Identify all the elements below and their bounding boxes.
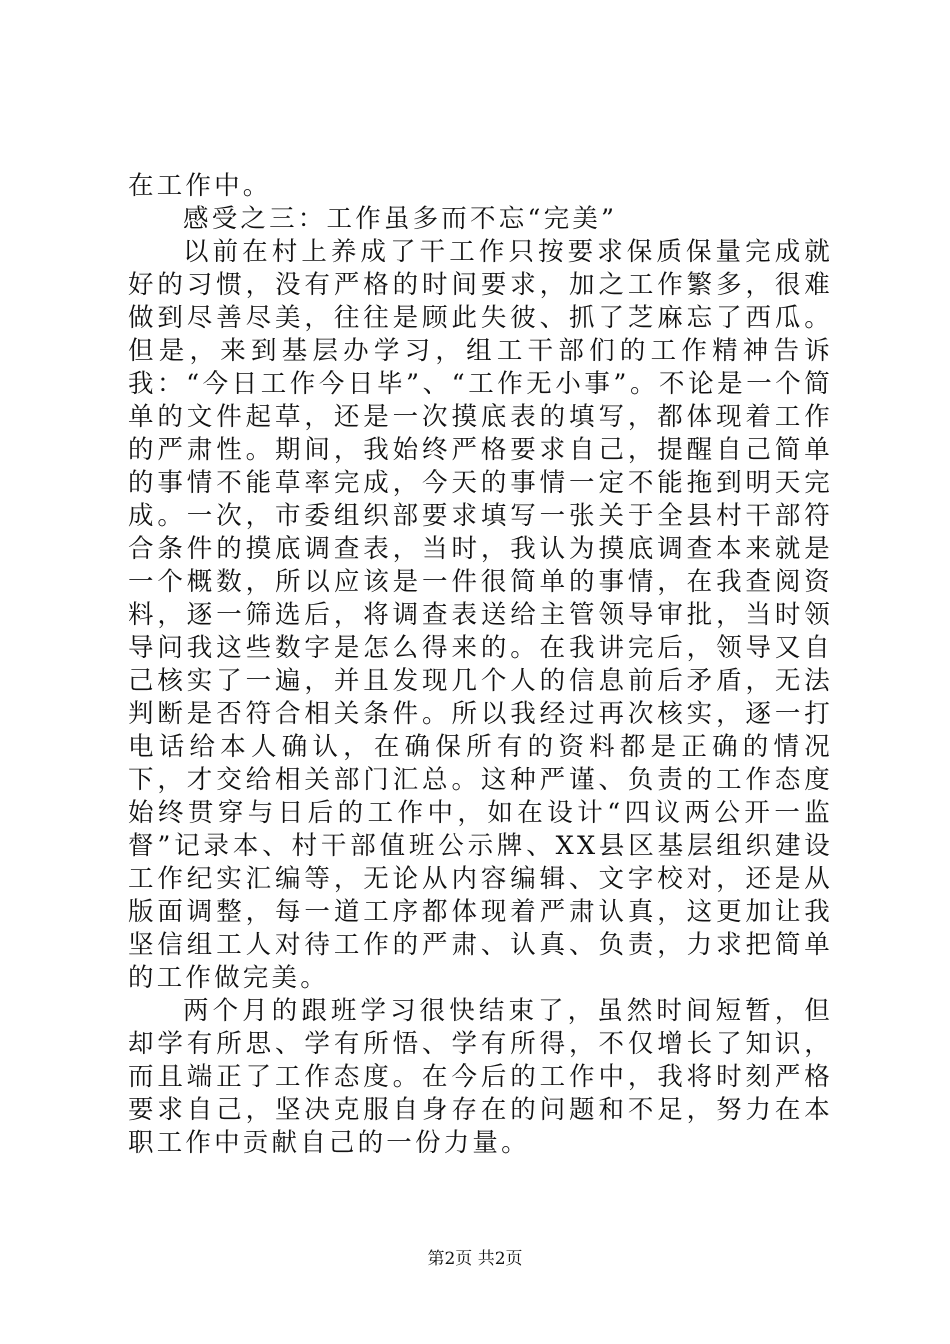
page-number-footer: 第2页 共2页 bbox=[427, 1249, 523, 1269]
paragraph-body: 以前在村上养成了干工作只按要求保质保量完成就好的习惯，没有严格的时间要求，加之工作繁多，很难做到尽善尽美，往往是顾此失彼、抓了芝麻忘了西瓜。但是，来到基层办学习，组工干部们的工作精神告诉我：“今日工作今日毕”、“工作无小事”。不论是一个简单的文件起草，还是一次摸底表的填写，都体现着工作的严肃性。期间，我始终严格要求自己，提醒自己简单的事情不能草率完成，今天的事情一定不能拖到明天完成。一次，市委组织部要求填写一张关于全县村干部符合条件的摸底调查表，当时，我认为摸底调查本来就是一个概数，所以应该是一件很简单的事情，在我查阅资料，逐一筛选后，将调查表送给主管领导审批，当时领导问我这些数字是怎么得来的。在我讲完后，领导又自己核实了一遍，并且发现几个人的信息前后矛盾，无法判断是否符合相关条件。所以我经过再次核实，逐一打电话给本人确认，在确保所有的资料都是正确的情况下，才交给相关部门汇总。这种严谨、负责的工作态度始终贯穿与日后的工作中，如在设计“四议两公开一监督”记录本、村干部值班公示牌、XX县区基层组织建设工作纪实汇编等，无论从内容编辑、文字校对，还是从版面调整，每一道工序都体现着严肃认真，这更加让我坚信组工人对待工作的严肃、认真、负责，力求把简单的工作做完美。 bbox=[128, 237, 833, 993]
paragraph-continuation: 在工作中。 bbox=[128, 171, 272, 201]
paragraph-conclusion: 两个月的跟班学习很快结束了，虽然时间短暂，但却学有所思、学有所悟、学有所得，不仅增长了知识，而且端正了工作态度。在今后的工作中，我将时刻严格要求自己，坚决克服自身存在的问题和不足，努力在本职工作中贡献自己的一份力量。 bbox=[128, 996, 833, 1158]
document-body bbox=[128, 170, 833, 1160]
section-heading: 感受之三：工作虽多而不忘“完美” bbox=[183, 204, 618, 234]
